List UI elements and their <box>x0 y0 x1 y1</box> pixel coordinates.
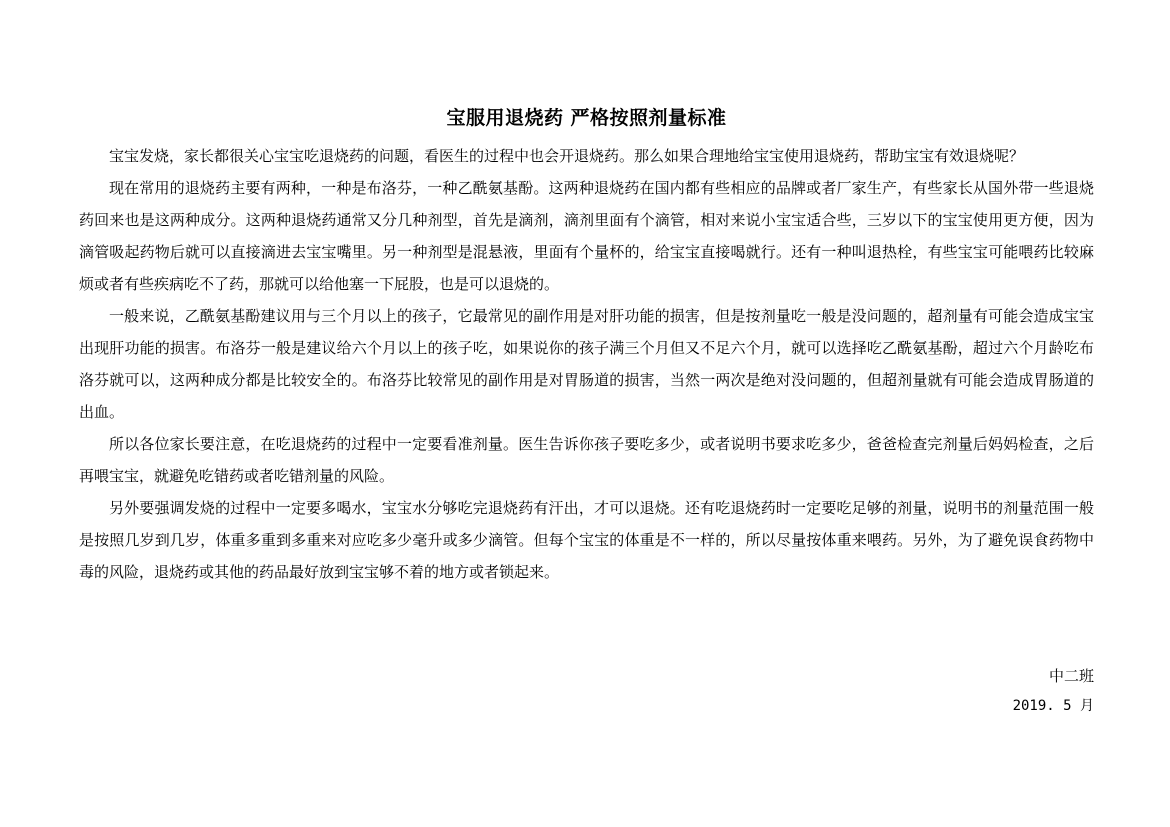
document-title: 宝服用退烧药 严格按照剂量标准 <box>446 107 727 129</box>
document-page <box>79 104 1094 588</box>
signature-class: 中二班 <box>1048 667 1094 685</box>
paragraph-additional-advice: 另外要强调发烧的过程中一定要多喝水，宝宝水分够吃完退烧药有汗出，才可以退烧。还有吃退烧药时一定要吃足够的剂量，说明书的剂量范围一般是按照几岁到几岁，体重多重到多重来对应吃多少毫升或多少滴管。但每个宝宝的体重是不一样的，所以尽量按体重来喂药。另外，为了避免误食药物中毒的风险，退烧药或其他的药品最好放到宝宝够不着的地方或者锁起来。 <box>79 499 1094 581</box>
signature-date: 2019. 5 月 <box>1012 698 1094 714</box>
paragraph-intro: 宝宝发烧，家长都很关心宝宝吃退烧药的问题，看医生的过程中也会开退烧药。那么如果合理地给宝宝使用退烧药，帮助宝宝有效退烧呢？ <box>109 147 1025 165</box>
paragraph-medicine-types: 现在常用的退烧药主要有两种，一种是布洛芬，一种乙酰氨基酚。这两种退烧药在国内都有些相应的品牌或者厂家生产，有些家长从国外带一些退烧药回来也是这两种成分。这两种退烧药通常又分几种剂型，首先是滴剂，滴剂里面有个滴管，相对来说小宝宝适合些，三岁以下的宝宝使用更方便，因为滴管吸起药物后就可以直接滴进去宝宝嘴里。另一种剂型是混悬液，里面有个量杯的，给宝宝直接喝就行。还有一种叫退热栓，有些宝宝可能喂药比较麻烦或者有些疾病吃不了药，那就可以给他塞一下屁股，也是可以退烧的。 <box>79 179 1094 293</box>
paragraph-side-effects: 一般来说，乙酰氨基酚建议用与三个月以上的孩子，它最常见的副作用是对肝功能的损害，但是按剂量吃一般是没问题的，超剂量有可能会造成宝宝出现肝功能的损害。布洛芬一般是建议给六个月以上的孩子吃，如果说你的孩子满三个月但又不足六个月，就可以选择吃乙酰氨基酚，超过六个月龄吃布洛芬就可以，这两种成分都是比较安全的。布洛芬比较常见的副作用是对胃肠道的损害，当然一两次是绝对没问题的，但超剂量就有可能会造成胃肠道的出血。 <box>79 307 1094 421</box>
paragraph-dosage-check: 所以各位家长要注意，在吃退烧药的过程中一定要看准剂量。医生告诉你孩子要吃多少，或者说明书要求吃多少，爸爸检查完剂量后妈妈检查，之后再喂宝宝，就避免吃错药或者吃错剂量的风险。 <box>79 435 1094 485</box>
